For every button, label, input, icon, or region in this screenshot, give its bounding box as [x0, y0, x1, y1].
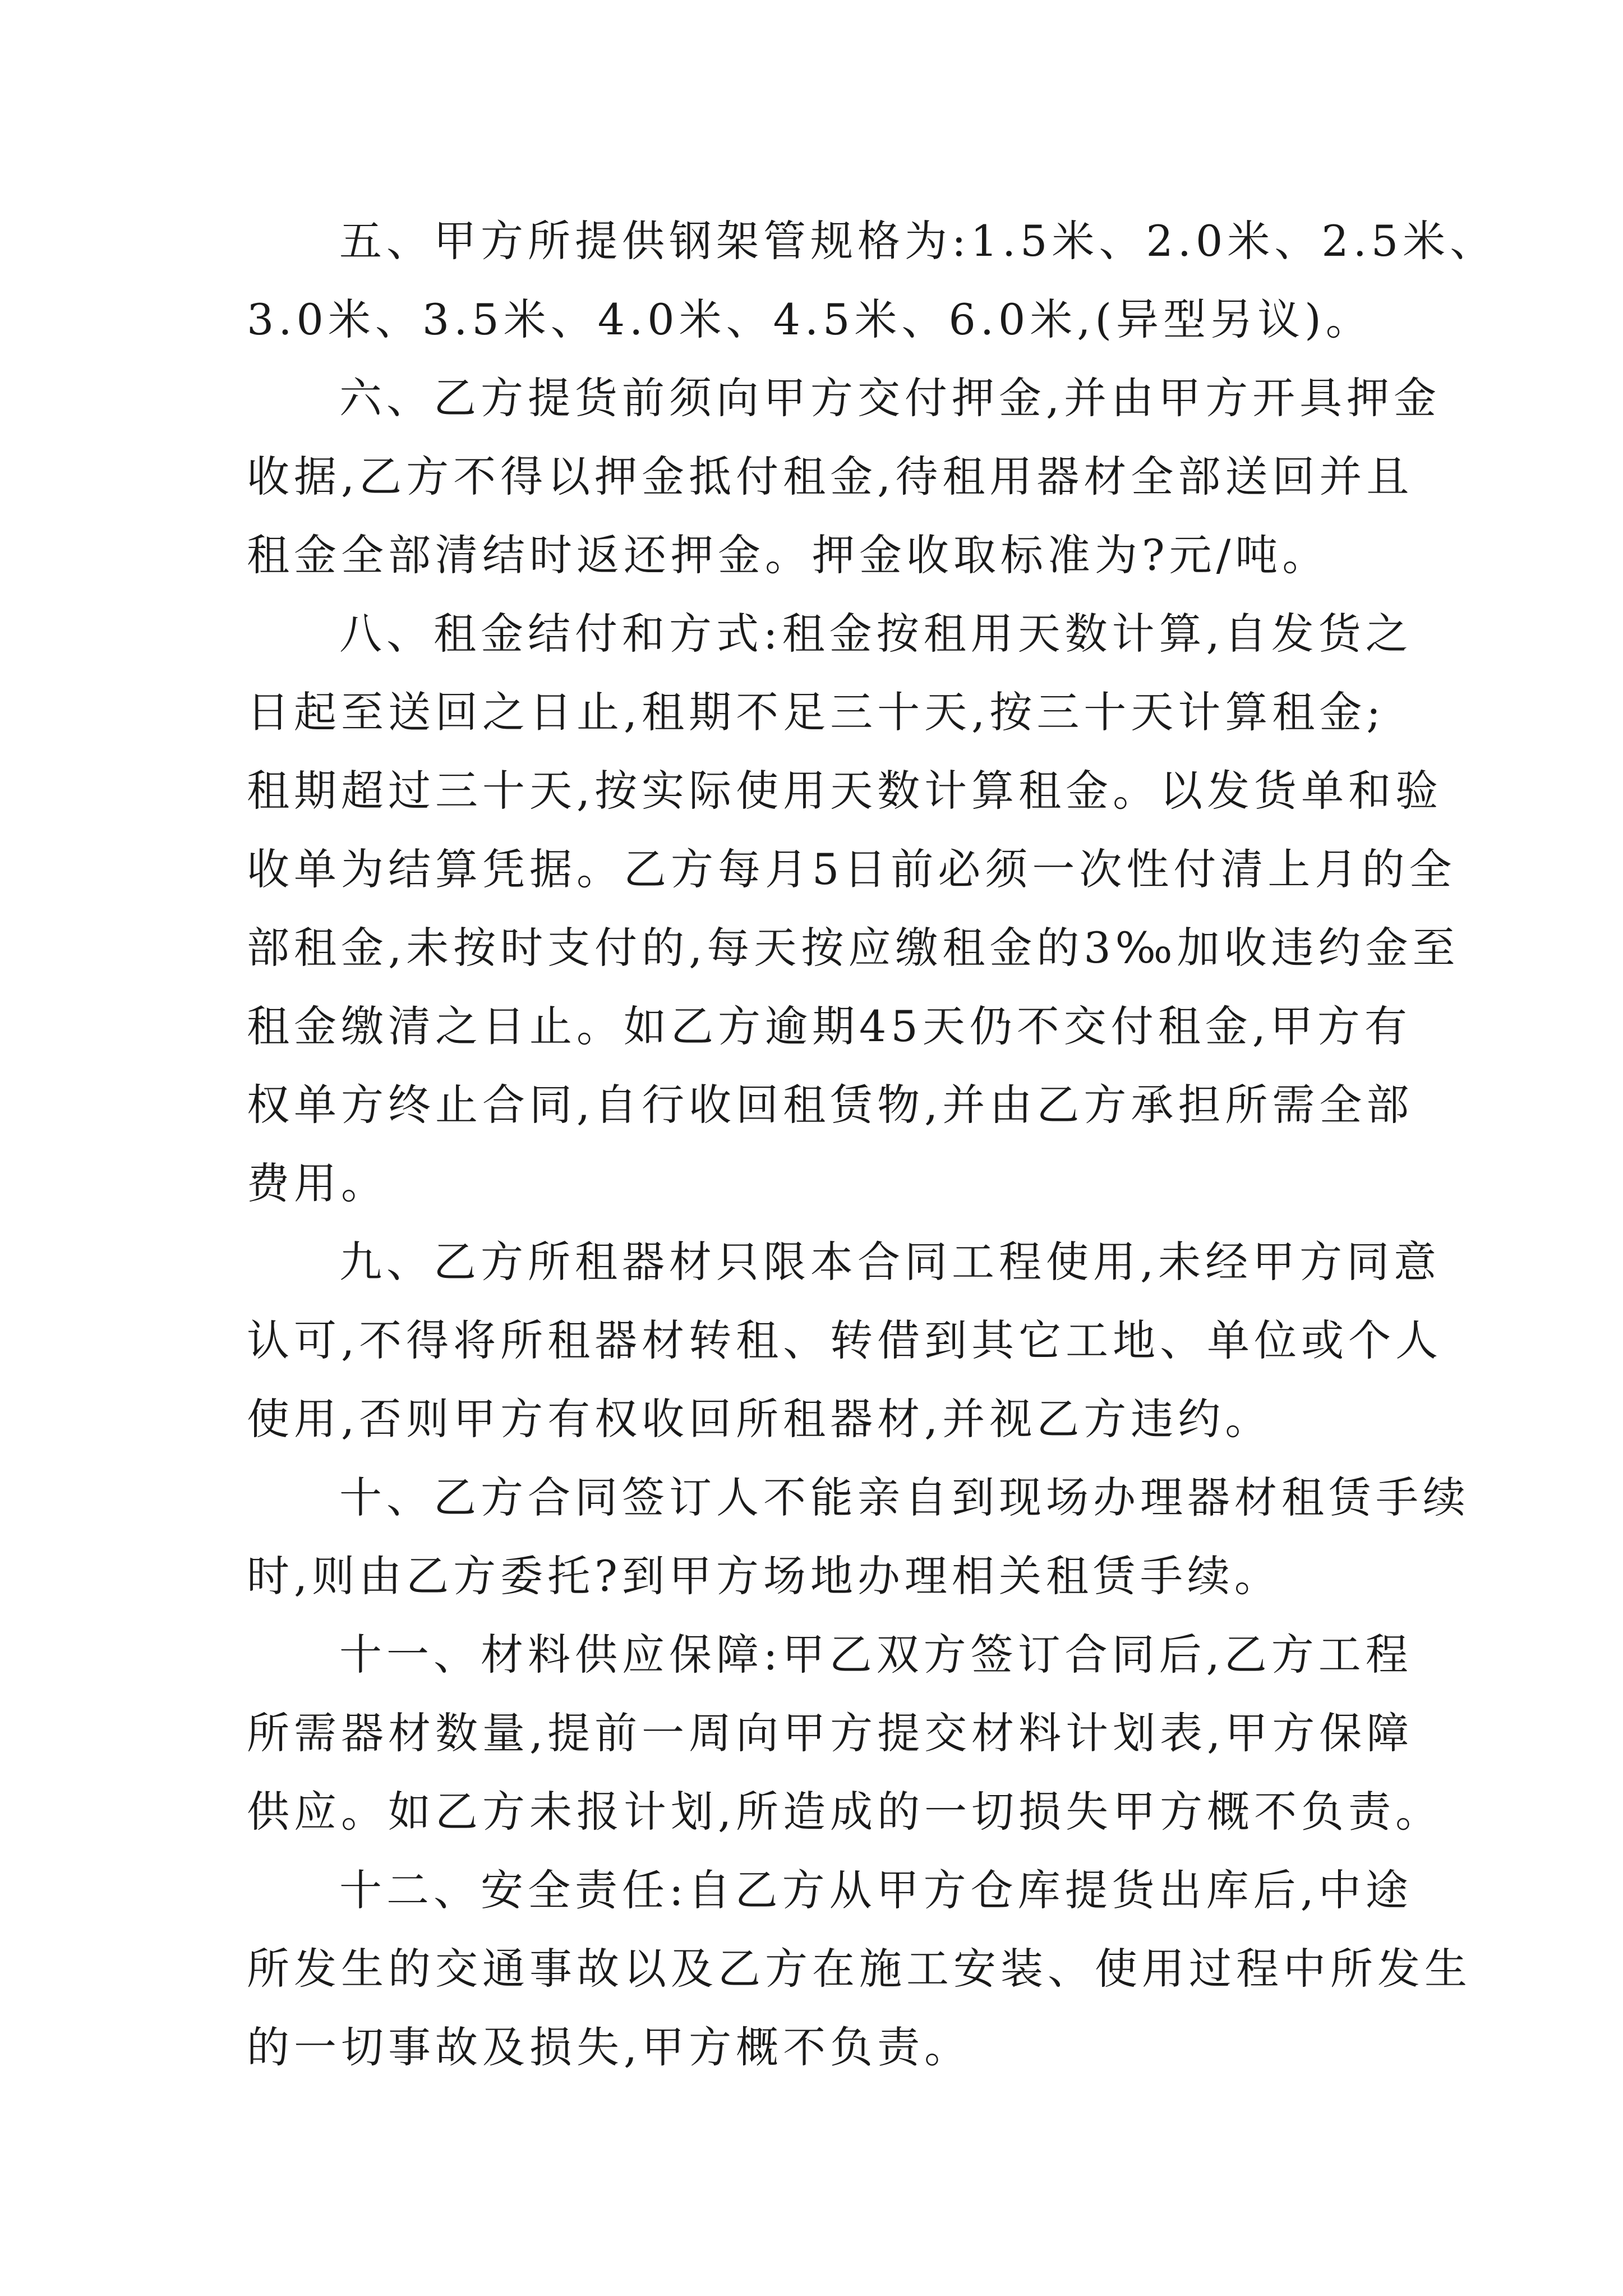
clause-8-line-6: 租金缴清之日止。如乙方逾期45天仍不交付租金,甲方有 — [247, 1001, 1412, 1051]
clause-9-line-1: 九、乙方所租器材只限本合同工程使用,未经甲方同意 — [339, 1237, 1441, 1287]
clause-11-line-1: 十一、材料供应保障:甲乙双方签订合同后,乙方工程 — [339, 1630, 1413, 1680]
clause-12-line-2: 所发生的交通事故以及乙方在施工安装、使用过程中所发生 — [247, 1944, 1472, 1994]
clause-8-line-4: 收单为结算凭据。乙方每月5日前必须一次性付清上月的全 — [247, 844, 1456, 894]
clause-8-line-3: 租期超过三十天,按实际使用天数计算租金。以发货单和验 — [247, 766, 1443, 816]
clause-5-line-2: 3.0米、3.5米、4.0米、4.5米、6.0米,(异型另议)。 — [247, 295, 1373, 344]
clause-10-line-1: 十、乙方合同签订人不能亲自到现场办理器材租赁手续 — [339, 1473, 1470, 1522]
clause-8-line-5: 部租金,未按时支付的,每天按应缴租金的3‰加收违约金至 — [247, 923, 1460, 973]
clause-11-line-2: 所需器材数量,提前一周向甲方提交材料计划表,甲方保障 — [247, 1708, 1414, 1758]
clause-9-line-3: 使用,否则甲方有权收回所租器材,并视乙方违约。 — [247, 1394, 1272, 1444]
clause-8-line-2: 日起至送回之日止,租期不足三十天,按三十天计算租金; — [247, 687, 1385, 737]
clause-11-line-3: 供应。如乙方未报计划,所造成的一切损失甲方概不负责。 — [247, 1787, 1443, 1837]
clause-6-line-1: 六、乙方提货前须向甲方交付押金,并由甲方开具押金 — [339, 373, 1441, 423]
clause-10-line-2: 时,则由乙方委托?到甲方场地办理相关租赁手续。 — [247, 1551, 1281, 1601]
clause-6-line-2: 收据,乙方不得以押金抵付租金,待租用器材全部送回并且 — [247, 452, 1414, 501]
clause-8-line-7: 权单方终止合同,自行收回租赁物,并由乙方承担所需全部 — [247, 1080, 1414, 1130]
clause-6-line-3: 租金全部清结时返还押金。押金收取标准为?元/吨。 — [247, 530, 1330, 580]
clause-9-line-2: 认可,不得将所租器材转租、转借到其它工地、单位或个人 — [247, 1315, 1443, 1365]
clause-8-line-1: 八、租金结付和方式:租金按租用天数计算,自发货之 — [339, 609, 1413, 659]
clause-5-line-1: 五、甲方所提供钢架管规格为:1.5米、2.0米、2.5米、 — [339, 216, 1497, 266]
clause-12-line-3: 的一切事故及损失,甲方概不负责。 — [247, 2022, 972, 2072]
clause-12-line-1: 十二、安全责任:自乙方从甲方仓库提货出库后,中途 — [339, 1865, 1413, 1915]
clause-8-line-8: 费用。 — [247, 1158, 388, 1208]
